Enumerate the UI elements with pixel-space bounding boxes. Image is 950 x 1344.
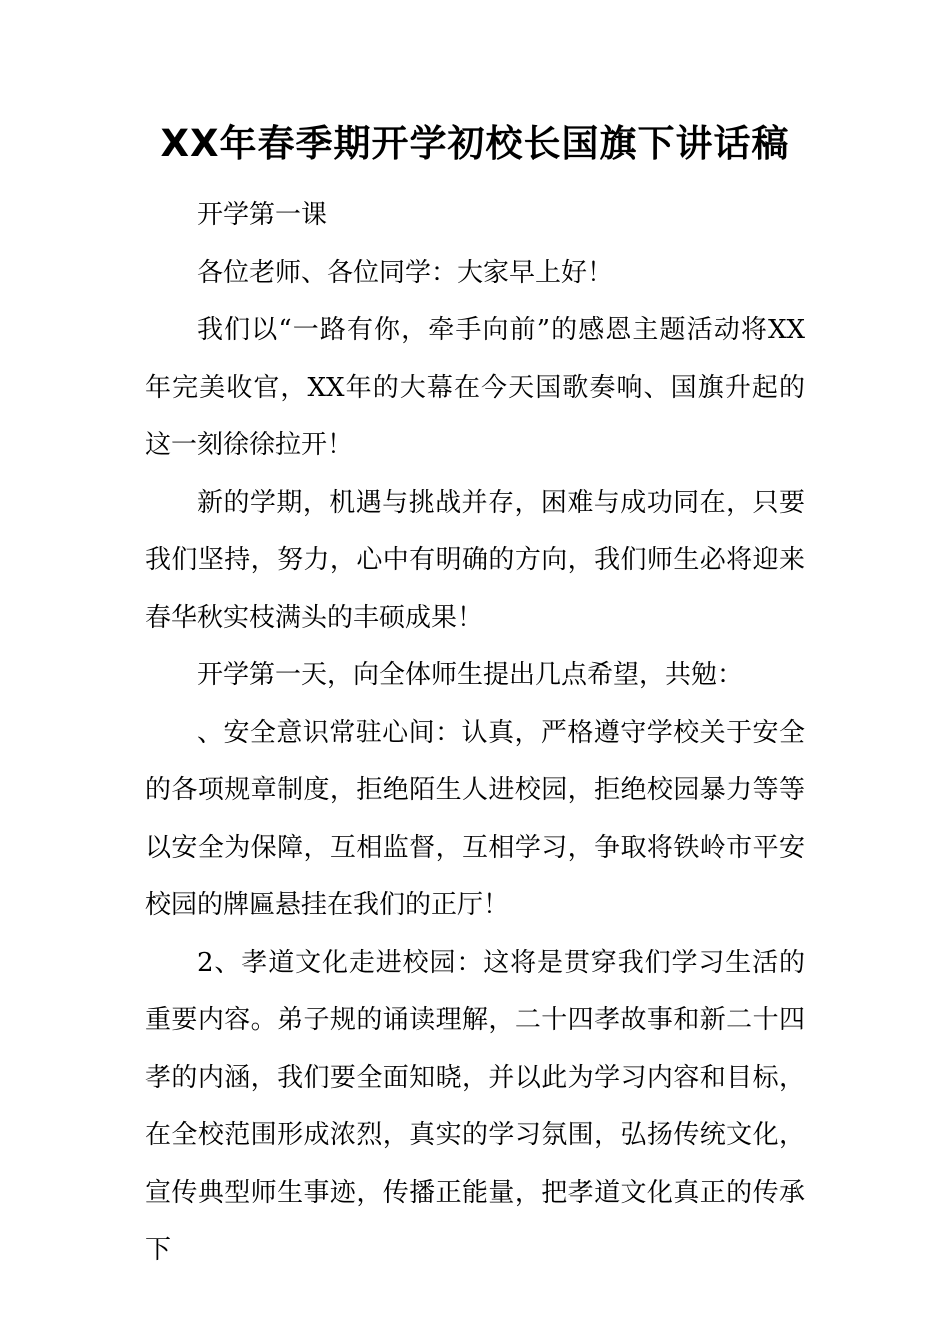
paragraph-opening: 我们以“一路有你，牵手向前”的感恩主题活动将XX年完美收官，XX年的大幕在今天国歌奏响、国旗升起的这一刻徐徐拉开！ [145, 315, 805, 460]
document-title: XX年春季期开学初校长国旗下讲话稿 [160, 122, 790, 165]
paragraph-lesson-heading: 开学第一课 [197, 200, 328, 230]
document-body [145, 187, 805, 1280]
paragraph-new-semester: 新的学期，机遇与挑战并存，困难与成功同在，只要我们坚持，努力，心中有明确的方向，我们师生必将迎来春华秋实枝满头的丰硕成果！ [145, 487, 805, 633]
paragraph-filial-culture: 2、孝道文化走进校园：这将是贯穿我们学习生活的重要内容。弟子规的诵读理解，二十四孝故事和新二十四孝的内涵，我们要全面知晓，并以此为学习内容和目标，在全校范围形成浓烈，真实的学习氛围，弘扬传统文化，宣传典型师生事迹，传播正能量，把孝道文化真正的传承下 [145, 947, 805, 1265]
paragraph-safety-awareness: 、安全意识常驻心间：认真，严格遵守学校关于安全的各项规章制度，拒绝陌生人进校园，拒绝校园暴力等等以安全为保障，互相监督，互相学习，争取将铁岭市平安校园的牌匾悬挂在我们的正厅！ [145, 717, 805, 920]
paragraph-hopes-intro: 开学第一天，向全体师生提出几点希望，共勉： [197, 660, 744, 690]
paragraph-greeting: 各位老师、各位同学：大家早上好！ [197, 257, 614, 288]
